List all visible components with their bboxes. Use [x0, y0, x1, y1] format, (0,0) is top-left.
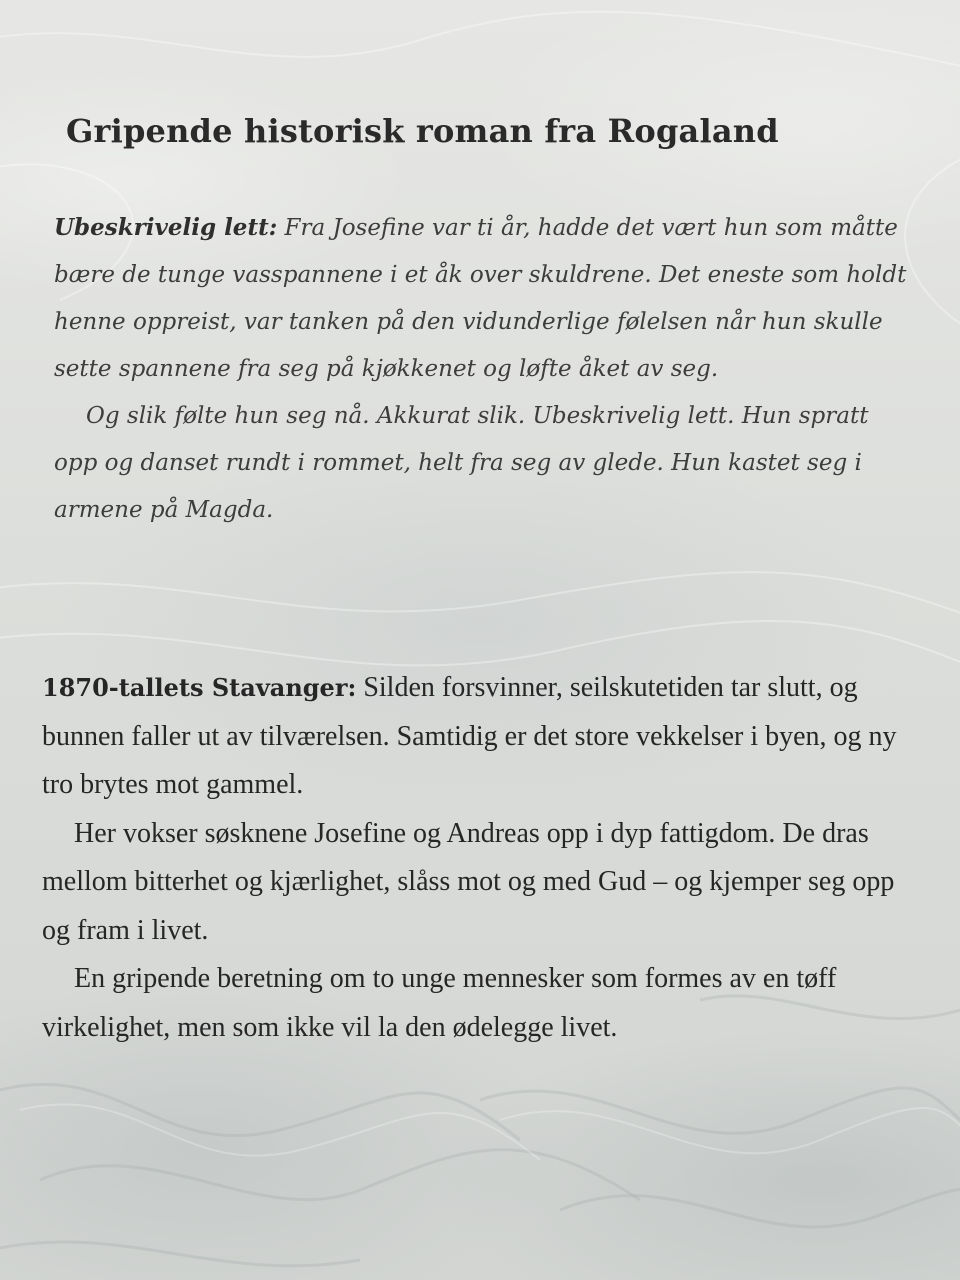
blurb-paragraph	[42, 664, 927, 810]
blurb-lead: 1870-tallets Stavanger:	[42, 673, 357, 702]
excerpt-text: Fra Josefine var ti år, hadde det vært hun som måtte bære de tunge vasspannene i et åk over skuldrene. Det eneste som holdt henne oppreist, var tanken på den vidunderlige følelsen når hun skulle sette spannene fra seg på kjøkkenet og løfte åket av seg.	[54, 215, 907, 382]
excerpt-section	[54, 204, 914, 534]
excerpt-paragraph	[54, 204, 914, 393]
excerpt-lead: Ubeskrivelig lett:	[54, 214, 278, 241]
blurb-text: Silden forsvinner, seilskutetiden tar slutt, og bunnen faller ut av tilværelsen. Samtidig er det store vekkelser i byen, og ny tro brytes mot gammel.	[42, 672, 897, 800]
excerpt-paragraph: Og slik følte hun seg nå. Akkurat slik. Ubeskrivelig lett. Hun spratt opp og danset rundt i rommet, helt fra seg av glede. Hun kastet seg i armene på Magda.	[54, 403, 869, 523]
blurb-section	[42, 664, 927, 1052]
blurb-paragraph: Her vokser søsknene Josefine og Andreas opp i dyp fattigdom. De dras mellom bitterhet og kjærlighet, slåss mot og med Gud – og kjemper seg opp og fram i livet.	[42, 817, 895, 946]
book-title: Gripende historisk roman fra Rogaland	[66, 112, 779, 150]
blurb-paragraph: En gripende beretning om to unge mennesker som formes av en tøff virkelighet, men som ikke vil la den ødelegge livet.	[42, 963, 837, 1043]
